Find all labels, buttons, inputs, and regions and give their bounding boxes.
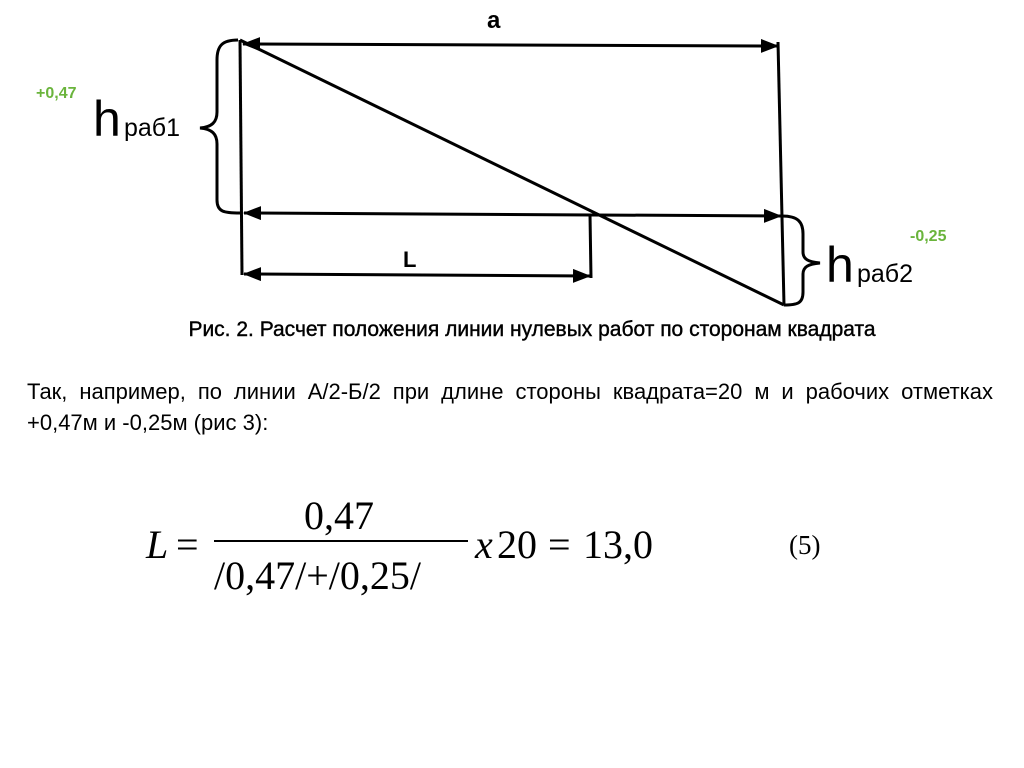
zero-line-diagram — [0, 0, 1024, 320]
formula-equals-1: = — [176, 522, 199, 567]
example-paragraph: Так, например, по линии А/2-Б/2 при длине стороны квадрата=20 м и рабочих отметках +0,47м и -0,25м (рис 3): — [27, 379, 993, 435]
dimension-L-tick — [590, 214, 591, 278]
mark-top-left: +0,47 — [36, 85, 77, 102]
label-L: L — [403, 247, 417, 272]
figure-caption: Рис. 2. Расчет положения линии нулевых работ по сторонам квадрата — [188, 318, 876, 341]
formula-times: x — [475, 522, 493, 567]
mark-right: -0,25 — [910, 228, 947, 245]
h-work1-subscript: раб1 — [124, 114, 181, 142]
formula-result: 13,0 — [583, 522, 653, 567]
dimension-L-arrow — [244, 274, 590, 276]
formula-side: 20 — [497, 522, 537, 567]
right-brace — [782, 216, 820, 305]
formula-equals-2: = — [548, 522, 571, 567]
fraction-bar — [214, 540, 468, 542]
h-work2-subscript: раб2 — [857, 260, 914, 288]
middle-dimension-arrow — [244, 213, 781, 216]
right-side-line — [778, 42, 784, 305]
formula-numerator: 0,47 — [304, 493, 374, 538]
left-side-line — [240, 40, 242, 275]
dimension-a-arrow — [243, 44, 778, 46]
formula-denominator: /0,47/+/0,25/ — [214, 553, 422, 598]
label-a: a — [487, 7, 501, 34]
h-work1-letter: h — [93, 91, 121, 147]
equation-number: (5) — [789, 530, 821, 560]
left-brace — [200, 40, 240, 213]
h-work2-letter: h — [826, 237, 854, 293]
diagonal-line — [240, 40, 784, 305]
formula-lhs: L — [146, 522, 169, 567]
